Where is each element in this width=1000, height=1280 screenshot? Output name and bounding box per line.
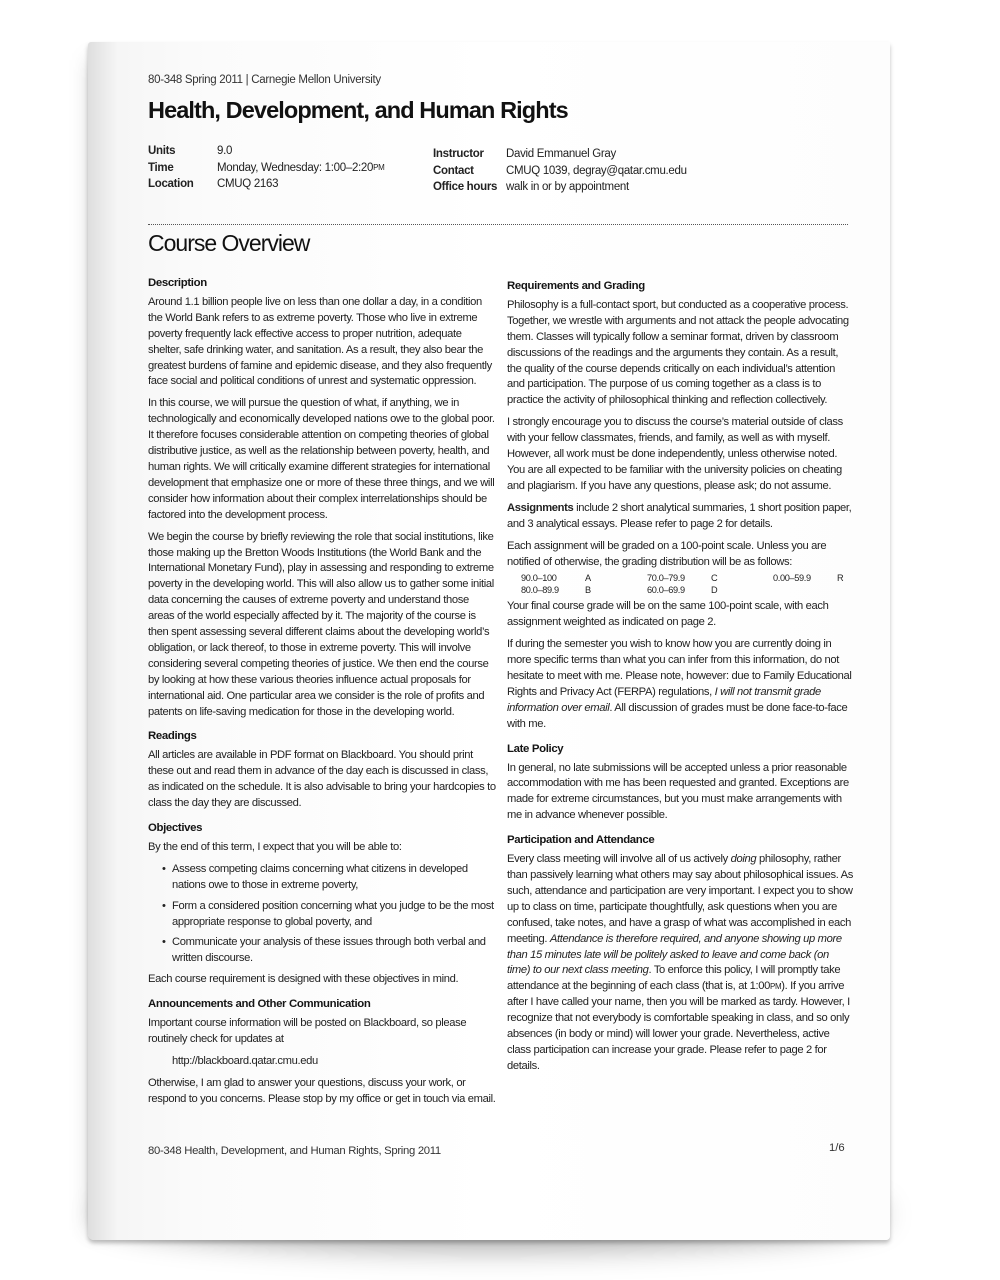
announcements-p1: Important course information will be posted on Blackboard, so please routinely check for updates at	[148, 1017, 467, 1045]
grade-range: 70.0–79.9	[647, 573, 685, 584]
units-label: Units	[148, 145, 176, 157]
late-policy-heading: Late Policy	[507, 742, 564, 755]
page-footer: 80-348 Health, Development, and Human Rights, Spring 2011	[148, 1145, 441, 1157]
participation-doing: doing	[730, 853, 757, 866]
page-number: 1/6	[829, 1142, 845, 1154]
objectives-heading: Objectives	[148, 822, 203, 834]
grade-letter: R	[837, 573, 844, 584]
objectives-list	[148, 862, 496, 967]
grade-letter: B	[585, 584, 591, 595]
readings-p1: All articles are available in PDF format on Blackboard. You should print these out and read them in advance of the day each is discussed in class, as indicated on the schedule. It is also advisable to bring your hardcopies to class the day they are discussed.	[148, 749, 496, 810]
blackboard-link[interactable]: http://blackboard.qatar.cmu.edu	[172, 1054, 318, 1067]
ferpa-italic: I will not transmit grade information over email	[507, 685, 821, 714]
readings-heading: Readings	[148, 730, 197, 743]
instructor-label: Instructor	[433, 148, 484, 160]
course-meta	[148, 143, 385, 193]
grade-range: 90.0–100	[521, 573, 557, 584]
participation-text: Every class meeting will involve all of us actively	[507, 853, 731, 866]
grade-letter: D	[711, 584, 718, 595]
requirements-p2: I strongly encourage you to discuss the course’s material outside of class with your fellow classmates, friends, and family, as well as with myself. However, all work must be done independently, unless otherwise noted. You are all expected to be familiar with the university policies on cheating and plagiarism. If you have any questions, please ask; do not assume.	[507, 416, 843, 492]
grading-table	[507, 573, 853, 596]
requirements-p6	[507, 637, 853, 732]
time-label: Time	[148, 161, 174, 174]
requirements-heading: Requirements and Grading	[507, 280, 645, 292]
requirements-p4: Each assignment will be graded on a 100-point scale. Unless you are notified of otherwise, the grading distribution will be as follows:	[507, 539, 827, 568]
participation-text: philosophy, rather than passively learning what others may say about philosophical issues. As such, attendance and participation are very important. I expect you to show up to class on time, participate thoughtfully, ask questions when you are confused, take notes, and have a grasp of what was accomplished in each meeting.	[507, 853, 853, 945]
participation-heading: Participation and Attendance	[507, 834, 655, 847]
course-line: 80-348 Spring 2011 | Carnegie Mellon University	[148, 74, 381, 86]
document-title: Health, Development, and Human Rights	[148, 97, 568, 123]
assignments-paragraph	[507, 501, 853, 533]
dotted-divider	[148, 224, 848, 225]
objective-item: • Form a considered position concerning what you judge to be the most appropriate response to global poverty, and	[172, 899, 496, 931]
description-p1: Around 1.1 billion people live on less than one dollar a day, in a condition the World Bank refers to as extreme poverty. Those who live in extreme poverty frequently lack effective access to proper nutrition, adequate shelter, safe drinking water, and sanitation. As a result, they also bear the greatest burdens of famine and epidemic disease, and they also frequently face social and political conditions of unrest and systematic oppression.	[148, 295, 492, 388]
instructor-value: David Emmanuel Gray	[506, 148, 616, 160]
description-p2: In this course, we will pursue the question of what, if anything, we in technologically and economically developed nations owe to the global poor. It therefore focuses considerable attention on competing theories of global distributive justice, as well as the relationship between poverty, health, and human rights. We will critically examine different strategies for international development that emphasize one or more of these three things, and we will consider how information about their complex interrelationships should be factored into the development process.	[148, 397, 495, 521]
units-value: 9.0	[217, 145, 233, 157]
instructor-meta	[433, 146, 687, 196]
assignments-label: Assignments	[507, 501, 574, 514]
participation-p1	[507, 852, 853, 1075]
time-value: Monday, Wednesday: 1:00–2:20	[217, 161, 374, 174]
time-suffix: PM	[373, 162, 385, 172]
grade-range: 80.0–89.9	[521, 584, 559, 595]
location-label: Location	[148, 178, 194, 190]
late-policy-p1: In general, no late submissions will be accepted unless a prior reasonable accommodation with me has been requested and granted. Exceptions are made for extreme circumstances, but you must make arrangements with me in advance whenever possible.	[507, 761, 849, 822]
description-p3: We begin the course by briefly reviewing the role that social institutions, like those making up the Bretton Woods Institutions (the World Bank and the International Monetary Fund), play in assessing and responding to extreme poverty in the developing world. This will also allow us to gather some initial data concerning the causes of extreme poverty and understand those areas of the world especially affected by it. The majority of the course is then spent assessing several different claims about the developing world’s obligation, or lack thereof, to those in extreme poverty. This will involve considering several competing theories of justice. We then end the course by looking at how these various theories influence actual proposals for international aid. One particular area we consider is the role of profits and patents on life-saving medication for those in the developing world.	[148, 530, 494, 718]
grade-range: 60.0–69.9	[647, 584, 685, 595]
assignments-text: include 2 short analytical summaries, 1 short position paper, and 3 analytical essays. Please refer to page 2 for details.	[507, 501, 852, 530]
office-hours-label: Office hours	[433, 181, 498, 193]
pm-suffix: PM	[769, 982, 782, 992]
right-column	[507, 279, 853, 1081]
participation-text: . To enforce this policy, I will promptly take attendance at the beginning of each class (that is, at 1:00	[507, 964, 841, 993]
left-column	[148, 276, 496, 1114]
requirements-p5: Your final course grade will be on the same 100-point scale, with each assignment weighted as indicated on page 2.	[507, 600, 829, 629]
grade-letter: C	[711, 573, 718, 584]
objectives-intro: By the end of this term, I expect that you will be able to:	[148, 840, 402, 853]
requirements-p1: Philosophy is a full-contact sport, but conducted as a cooperative process. Together, we wrestle with arguments and not attack the people advocating them. Classes will typically follow a seminar format, driven by classroom discussions of the readings and the arguments they contain. As a result, the quality of the course depends critically on each individual’s attention and participation. The purpose of us coming together as a class is to practice the activity of philosophical thinking and reflection collectively.	[507, 298, 849, 407]
objectives-outro: Each course requirement is designed with these objectives in mind.	[148, 973, 459, 986]
office-hours-value: walk in or by appointment	[506, 181, 629, 193]
attendance-italic: Attendance is therefore required, and anyone showing up more than 15 minutes late will be politely asked to leave and come back (on time) to our next class meeting	[507, 932, 842, 977]
ferpa-text: If during the semester you wish to know how you are currently doing in more specific terms than what you can infer from this information, do not hesitate to meet with me. Please note, however: due to Family Educational Rights and Privacy Act (FERPA) regulations,	[507, 638, 852, 698]
ferpa-text-end: . All discussion of grades must be done face-to-face with me.	[507, 701, 848, 730]
contact-label: Contact	[433, 164, 474, 177]
announcements-p2: Otherwise, I am glad to answer your questions, discuss your work, or respond to you concerns. Please stop by my office or get in touch via email.	[148, 1076, 496, 1105]
section-title: Course Overview	[148, 230, 310, 256]
objective-item: • Assess competing claims concerning what citizens in developed nations owe to those in extreme poverty,	[172, 862, 496, 894]
location-value: CMUQ 2163	[217, 178, 279, 190]
contact-value[interactable]: CMUQ 1039, degray@qatar.cmu.edu	[506, 164, 687, 177]
description-heading: Description	[148, 277, 207, 289]
grade-range: 0.00–59.9	[773, 573, 811, 584]
announcements-heading: Announcements and Other Communication	[148, 998, 371, 1011]
grade-letter: A	[585, 573, 591, 584]
objective-item: • Communicate your analysis of these issues through both verbal and written discourse.	[172, 935, 496, 967]
participation-text: ). If you arrive after I have called your name, then you will be marked as tardy. However, I recognize that not everybody is comfortable speaking in class, and so only absences (in body or mind) will lower your grade. Nevertheless, active class participation can increase your grade. Please refer to page 2 for details.	[507, 980, 850, 1072]
